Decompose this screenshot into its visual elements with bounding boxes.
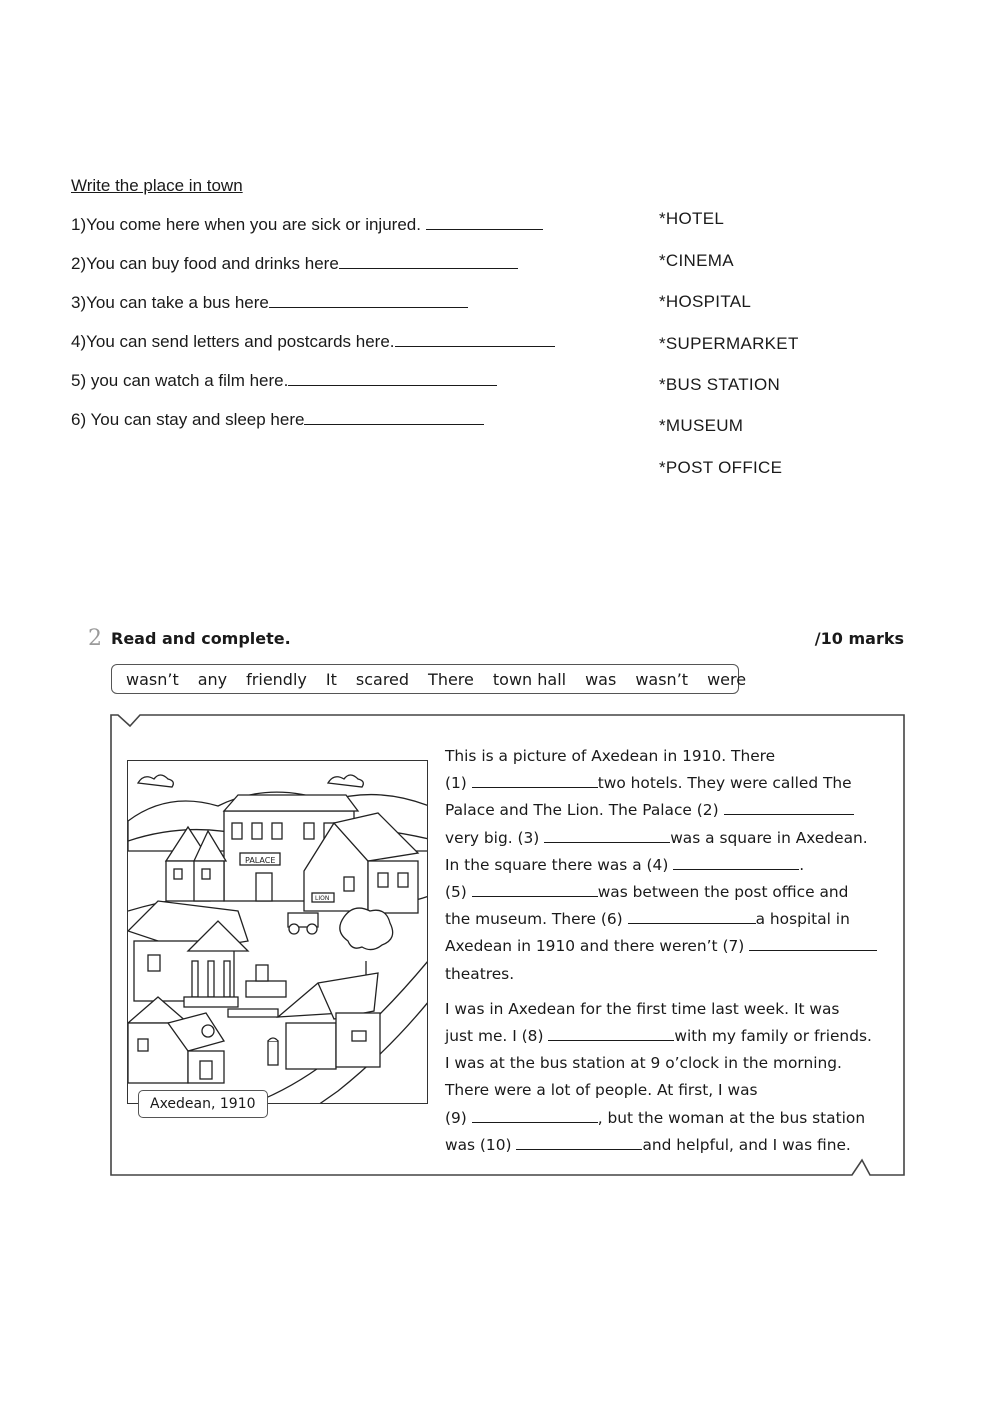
answer-blank-6[interactable] [304, 410, 484, 425]
paragraph-2: I was in Axedean for the first time last week. It was just me. I (8) with my family or friends. I was at the bus station at 9 o’clock in the morning. There were a lot of people. At first, I was (9) , but the woman at the bus station was (10) and helpful, and I was fine. [445, 999, 872, 1154]
exercise-title: Read and complete. [111, 629, 291, 648]
word-bank-item: wasn’t [126, 669, 179, 689]
option-post-office: *POST OFFICE [659, 458, 783, 477]
question-6: 6) You can stay and sleep here [71, 410, 484, 430]
word-bank-item: friendly [246, 669, 307, 689]
question-1: 1)You come here when you are sick or injured. [71, 215, 543, 235]
option-cinema: *CINEMA [659, 251, 734, 270]
answer-blank-1[interactable] [426, 215, 543, 230]
gap-4[interactable] [673, 856, 799, 870]
word-bank-item: were [707, 669, 747, 689]
cloud-icon [328, 775, 363, 787]
gap-9[interactable] [472, 1109, 598, 1123]
exercise-number: 2 [88, 626, 102, 651]
answer-blank-2[interactable] [339, 254, 518, 269]
gap-8[interactable] [548, 1027, 674, 1041]
answer-blank-3[interactable] [269, 293, 468, 308]
square [228, 965, 286, 1017]
svg-text:PALACE: PALACE [245, 856, 276, 865]
car-icon [288, 913, 318, 934]
post-office [278, 973, 380, 1069]
gap-10[interactable] [516, 1136, 642, 1150]
answer-blank-5[interactable] [288, 371, 497, 386]
question-4: 4)You can send letters and postcards here. [71, 332, 555, 352]
word-bank-item: It [325, 669, 337, 689]
gap-6[interactable] [628, 910, 756, 924]
option-hotel: *HOTEL [659, 209, 725, 228]
gap-1[interactable] [472, 774, 598, 788]
picture-caption: Axedean, 1910 [138, 1090, 268, 1118]
question-3: 3)You can take a bus here [71, 293, 468, 313]
question-2: 2)You can buy food and drinks here [71, 254, 518, 274]
word-bank-item: wasn’t [635, 669, 689, 689]
town-illustration [127, 760, 428, 1104]
gap-7[interactable] [749, 937, 877, 951]
gap-2[interactable] [724, 801, 854, 815]
word-bank [111, 664, 747, 694]
option-bus-station: *BUS STATION [659, 375, 781, 394]
museum [128, 901, 248, 1007]
house-lower-left [128, 997, 224, 1083]
option-museum: *MUSEUM [659, 416, 744, 435]
gap-3[interactable] [544, 829, 670, 843]
svg-text:LION: LION [315, 895, 330, 902]
answer-blank-4[interactable] [395, 332, 555, 347]
gap-5[interactable] [472, 883, 598, 897]
question-5: 5) you can watch a film here. [71, 371, 497, 391]
section-title: Write the place in town [71, 176, 243, 195]
option-supermarket: *SUPERMARKET [659, 334, 799, 353]
word-bank-item: There [428, 669, 474, 689]
paragraph-1: This is a picture of Axedean in 1910. There (1) two hotels. They were called The Palace and The Lion. The Palace (2) very big. (3) was a square in Axedean. In the square there was a (4) . (5) was between the post office and the museum. There (6) a hospital in Axedean in 1910 and there weren’t (7) theatres. [445, 743, 895, 988]
reading-text [445, 743, 895, 1167]
word-bank-item: town hall [492, 669, 567, 689]
post-box-icon [268, 1038, 278, 1065]
option-hospital: *HOSPITAL [659, 292, 752, 311]
marks-label: /10 marks [814, 629, 904, 648]
cloud-icon [138, 775, 173, 787]
word-bank-item: was [585, 669, 617, 689]
word-bank-item: any [197, 669, 228, 689]
word-bank-item: scared [355, 669, 410, 689]
